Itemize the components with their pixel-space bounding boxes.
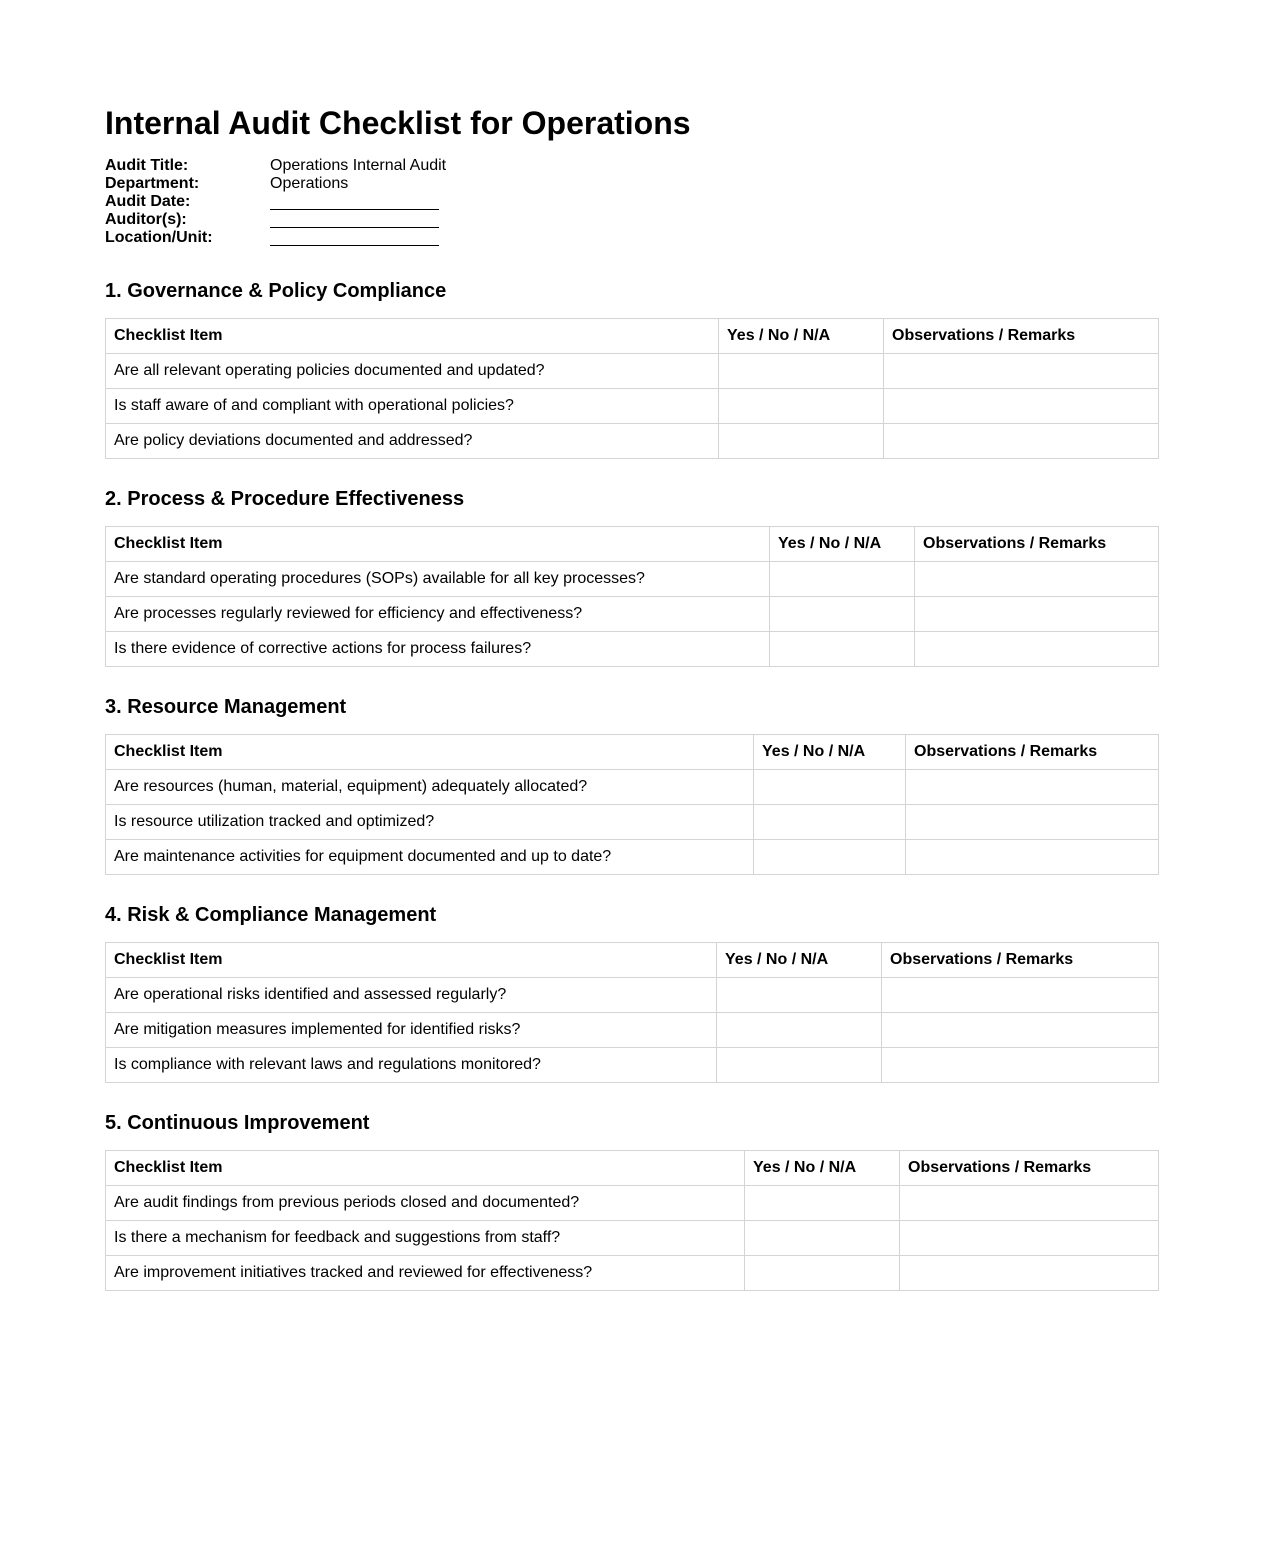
checklist-item-text: Are improvement initiatives tracked and reviewed for effectiveness? — [106, 1256, 745, 1291]
department-value: Operations — [270, 175, 349, 192]
answer-cell[interactable] — [754, 805, 906, 840]
meta-row-location — [105, 229, 505, 247]
table-row — [106, 562, 1159, 597]
table-row — [106, 632, 1159, 667]
checklist-item-text: Are operational risks identified and assessed regularly? — [106, 978, 717, 1013]
table-row — [106, 840, 1159, 875]
audit-date-blank-line[interactable] — [270, 193, 439, 210]
checklist-table — [105, 526, 1159, 667]
table-row — [106, 1013, 1159, 1048]
remarks-cell[interactable] — [906, 805, 1159, 840]
table-row — [106, 1221, 1159, 1256]
table-row — [106, 389, 1159, 424]
remarks-cell[interactable] — [915, 632, 1159, 667]
answer-cell[interactable] — [717, 1013, 882, 1048]
answer-cell[interactable] — [719, 424, 884, 459]
remarks-cell[interactable] — [900, 1221, 1159, 1256]
department-label: Department: — [105, 175, 200, 192]
table-row — [106, 354, 1159, 389]
answer-cell[interactable] — [770, 597, 915, 632]
header-checklist-item: Checklist Item — [106, 943, 717, 978]
answer-cell[interactable] — [717, 1048, 882, 1083]
table-row — [106, 978, 1159, 1013]
answer-cell[interactable] — [719, 389, 884, 424]
meta-row-department — [105, 175, 505, 193]
header-checklist-item: Checklist Item — [106, 319, 719, 354]
remarks-cell[interactable] — [906, 840, 1159, 875]
answer-cell[interactable] — [770, 562, 915, 597]
remarks-cell[interactable] — [882, 1048, 1159, 1083]
auditors-blank-line[interactable] — [270, 211, 439, 228]
remarks-cell[interactable] — [915, 597, 1159, 632]
answer-cell[interactable] — [719, 354, 884, 389]
header-yes-no-na: Yes / No / N/A — [770, 527, 915, 562]
header-yes-no-na: Yes / No / N/A — [717, 943, 882, 978]
answer-cell[interactable] — [754, 770, 906, 805]
header-checklist-item: Checklist Item — [106, 735, 754, 770]
remarks-cell[interactable] — [884, 424, 1159, 459]
header-yes-no-na: Yes / No / N/A — [719, 319, 884, 354]
table-header-row — [106, 1151, 1159, 1186]
checklist-section — [105, 277, 1158, 459]
header-yes-no-na: Yes / No / N/A — [745, 1151, 900, 1186]
checklist-table — [105, 1150, 1159, 1291]
remarks-cell[interactable] — [884, 354, 1159, 389]
checklist-section — [105, 485, 1158, 667]
remarks-cell[interactable] — [915, 562, 1159, 597]
answer-cell[interactable] — [745, 1256, 900, 1291]
remarks-cell[interactable] — [882, 1013, 1159, 1048]
checklist-item-text: Are mitigation measures implemented for identified risks? — [106, 1013, 717, 1048]
section-heading: 5. Continuous Improvement — [105, 1112, 370, 1134]
answer-cell[interactable] — [770, 632, 915, 667]
audit-date-label: Audit Date: — [105, 193, 191, 210]
table-header-row — [106, 943, 1159, 978]
checklist-item-text: Are maintenance activities for equipment documented and up to date? — [106, 840, 754, 875]
checklist-table — [105, 942, 1159, 1083]
checklist-table — [105, 318, 1159, 459]
remarks-cell[interactable] — [906, 770, 1159, 805]
header-observations: Observations / Remarks — [915, 527, 1159, 562]
checklist-item-text: Is there a mechanism for feedback and suggestions from staff? — [106, 1221, 745, 1256]
checklist-section — [105, 901, 1158, 1083]
remarks-cell[interactable] — [882, 978, 1159, 1013]
header-checklist-item: Checklist Item — [106, 1151, 745, 1186]
checklist-item-text: Are policy deviations documented and addressed? — [106, 424, 719, 459]
answer-cell[interactable] — [745, 1186, 900, 1221]
table-row — [106, 1256, 1159, 1291]
checklist-item-text: Is compliance with relevant laws and regulations monitored? — [106, 1048, 717, 1083]
checklist-item-text: Are processes regularly reviewed for efficiency and effectiveness? — [106, 597, 770, 632]
table-header-row — [106, 319, 1159, 354]
checklist-item-text: Are all relevant operating policies documented and updated? — [106, 354, 719, 389]
meta-row-auditors — [105, 211, 505, 229]
header-observations: Observations / Remarks — [906, 735, 1159, 770]
table-header-row — [106, 735, 1159, 770]
checklist-section — [105, 1109, 1158, 1291]
header-observations: Observations / Remarks — [884, 319, 1159, 354]
document-title: Internal Audit Checklist for Operations — [105, 105, 691, 141]
table-row — [106, 1186, 1159, 1221]
audit-meta-block — [105, 157, 505, 247]
table-header-row — [106, 527, 1159, 562]
checklist-item-text: Is resource utilization tracked and optimized? — [106, 805, 754, 840]
checklist-table — [105, 734, 1159, 875]
checklist-item-text: Is there evidence of corrective actions for process failures? — [106, 632, 770, 667]
header-observations: Observations / Remarks — [882, 943, 1159, 978]
answer-cell[interactable] — [745, 1221, 900, 1256]
table-row — [106, 1048, 1159, 1083]
checklist-item-text: Are resources (human, material, equipment) adequately allocated? — [106, 770, 754, 805]
answer-cell[interactable] — [754, 840, 906, 875]
section-heading: 3. Resource Management — [105, 696, 347, 718]
header-observations: Observations / Remarks — [900, 1151, 1159, 1186]
checklist-item-text: Are audit findings from previous periods closed and documented? — [106, 1186, 745, 1221]
location-blank-line[interactable] — [270, 229, 439, 246]
meta-row-audit-title — [105, 157, 505, 175]
location-label: Location/Unit: — [105, 229, 213, 246]
checklist-item-text: Are standard operating procedures (SOPs) available for all key processes? — [106, 562, 770, 597]
checklist-section — [105, 693, 1158, 875]
remarks-cell[interactable] — [900, 1256, 1159, 1291]
table-row — [106, 597, 1159, 632]
header-checklist-item: Checklist Item — [106, 527, 770, 562]
meta-row-audit-date — [105, 193, 505, 211]
header-yes-no-na: Yes / No / N/A — [754, 735, 906, 770]
checklist-item-text: Is staff aware of and compliant with operational policies? — [106, 389, 719, 424]
section-heading: 2. Process & Procedure Effectiveness — [105, 488, 465, 510]
table-row — [106, 805, 1159, 840]
remarks-cell[interactable] — [900, 1186, 1159, 1221]
table-row — [106, 424, 1159, 459]
answer-cell[interactable] — [717, 978, 882, 1013]
section-heading: 1. Governance & Policy Compliance — [105, 280, 447, 302]
audit-title-label: Audit Title: — [105, 157, 189, 174]
table-row — [106, 770, 1159, 805]
audit-title-value: Operations Internal Audit — [270, 157, 447, 174]
auditors-label: Auditor(s): — [105, 211, 187, 228]
remarks-cell[interactable] — [884, 389, 1159, 424]
section-heading: 4. Risk & Compliance Management — [105, 904, 437, 926]
